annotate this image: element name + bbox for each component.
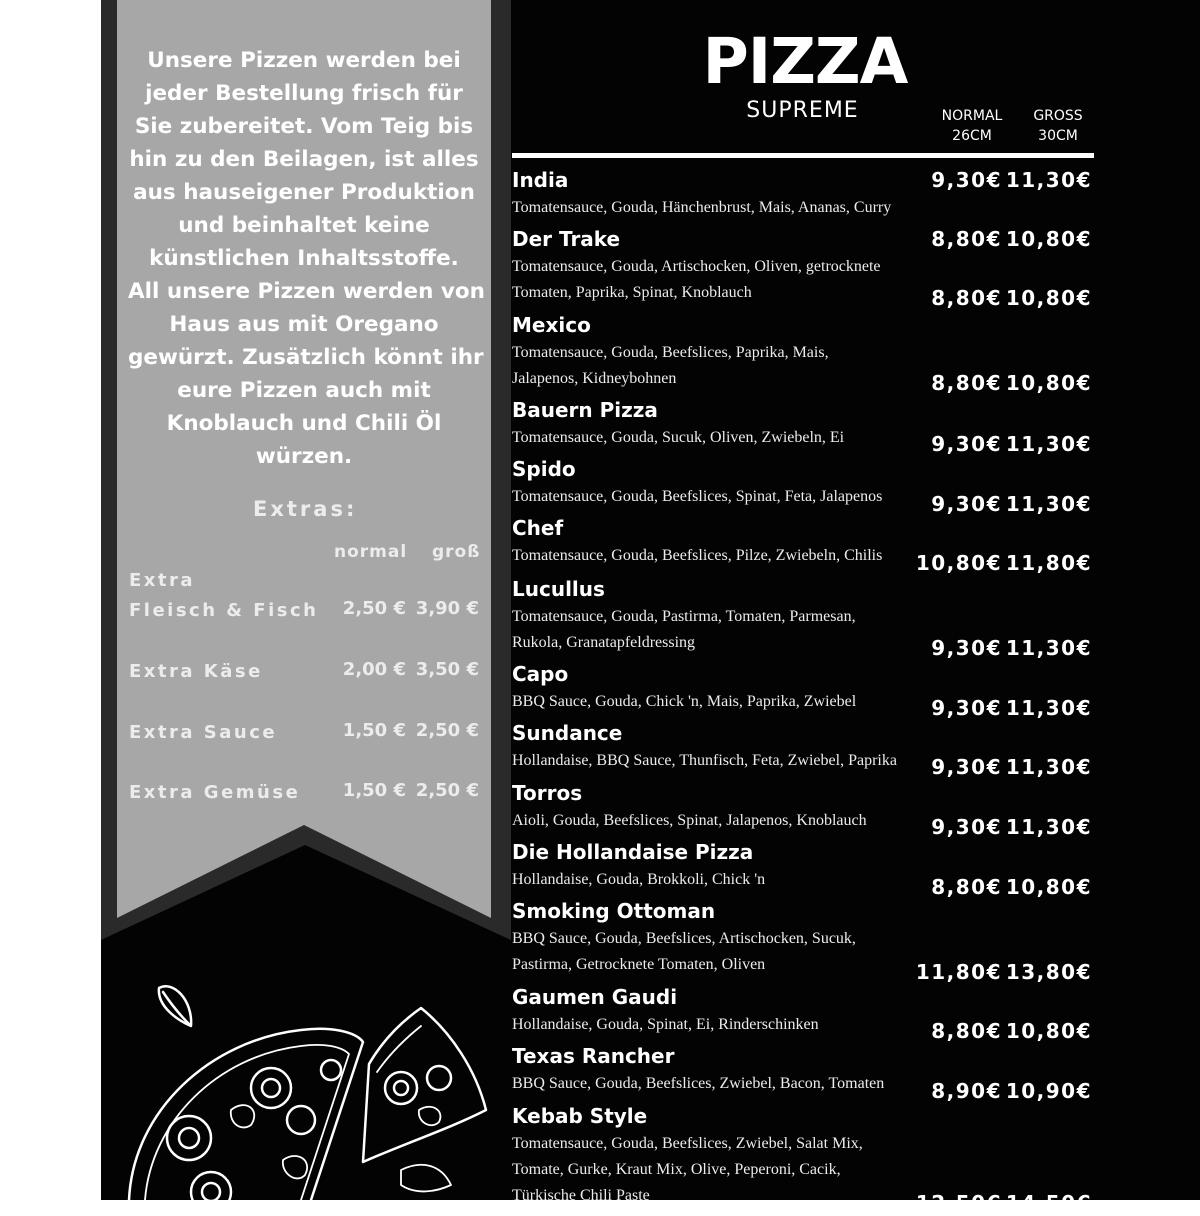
menu-item-description: Jalapenos, Kidneybohnen [512, 370, 677, 387]
menu-item-description: Hollandaise, BBQ Sauce, Thunfisch, Feta, Zwiebel, Paprika [512, 752, 897, 769]
intro-line: würzen. [255, 444, 353, 469]
extra-price-normal: 1,50 € [342, 720, 406, 741]
menu-item-price-normal: 8,80€ [931, 286, 1002, 310]
menu-item-name: Texas Rancher [512, 1044, 675, 1068]
menu-item-name: Smoking Ottoman [512, 899, 716, 923]
menu-item-price-normal: 8,80€ [931, 227, 1002, 251]
menu-item-price-gross: 11,30€ [1005, 696, 1092, 720]
menu-item-description: Hollandaise, Gouda, Brokkoli, Chick 'n [512, 871, 766, 888]
menu-item-description: Tomaten, Paprika, Spinat, Knoblauch [512, 284, 752, 301]
menu-item-description: Rukola, Granatapfeldressing [512, 634, 696, 651]
menu-item-description: Tomatensauce, Gouda, Beefslices, Pilze, Zwiebeln, Chilis [512, 547, 883, 564]
column-header-gross [1013, 106, 1103, 146]
menu-item-price-gross: 10,80€ [1005, 371, 1092, 395]
menu-item-name: Capo [512, 662, 569, 686]
menu-item-price-normal: 12,50€ [915, 1191, 1002, 1215]
menu-item-name: Torros [512, 781, 583, 805]
intro-line: und beinhaltet keine [178, 213, 430, 238]
basil-leaf-icon [159, 986, 191, 1026]
column-header-normal-size: 26CM [952, 128, 992, 144]
column-header-gross-size: 30CM [1038, 128, 1078, 144]
menu-item-name: India [512, 168, 569, 192]
menu-item-name: Lucullus [512, 577, 605, 601]
menu-item-price-normal: 9,30€ [931, 636, 1002, 660]
intro-line: All unsere Pizzen werden von [128, 279, 485, 304]
menu-item-price-normal: 9,30€ [931, 492, 1002, 516]
menu-item-price-gross: 10,80€ [1005, 875, 1092, 899]
intro-line: Sie zubereitet. Vom Teig bis [134, 114, 474, 139]
menu-item-name: Chef [512, 516, 564, 540]
menu-item-description: Türkische Chili Paste [512, 1187, 650, 1204]
extra-price-normal: 1,50 € [342, 780, 406, 801]
intro-line: Knoblauch und Chili Öl [166, 411, 442, 436]
menu-item-price-normal: 8,90€ [931, 1079, 1002, 1103]
intro-line: eure Pizzen auch mit [177, 378, 431, 403]
menu-item-price-normal: 10,80€ [915, 551, 1002, 575]
intro-line: Unsere Pizzen werden bei [147, 48, 461, 73]
intro-line: jeder Bestellung frisch für [145, 81, 463, 106]
intro-text [128, 44, 485, 473]
intro-line: gewürzt. Zusätzlich könnt ihr [128, 345, 484, 370]
menu-item-description: Tomatensauce, Gouda, Beefslices, Paprika, Mais, [512, 344, 829, 361]
menu-item-price-gross: 11,30€ [1005, 492, 1092, 516]
extras-col-gross: groß [432, 542, 481, 562]
menu-item-name: Die Hollandaise Pizza [512, 840, 754, 864]
menu-item-description: BBQ Sauce, Gouda, Beefslices, Artischocken, Sucuk, [512, 930, 856, 947]
pizza-illustration [101, 960, 521, 1200]
column-header-normal [927, 106, 1017, 146]
extras-title: Extras: [253, 497, 358, 521]
menu-item-price-normal: 8,80€ [931, 1019, 1002, 1043]
intro-line: künstlichen Inhaltsstoffe. [149, 246, 459, 271]
menu-item-description: Pastirma, Getrocknete Tomaten, Oliven [512, 956, 766, 973]
menu-item-name: Mexico [512, 313, 591, 337]
menu-item-price-gross: 10,80€ [1005, 227, 1092, 251]
menu-item-description: Hollandaise, Gouda, Spinat, Ei, Rinderschinken [512, 1016, 819, 1033]
menu-item-description: Tomate, Gurke, Kraut Mix, Olive, Peperoni, Cacik, [512, 1161, 841, 1178]
extra-label: Extra Käse [129, 661, 263, 682]
menu-item-price-gross: 11,80€ [1005, 551, 1092, 575]
page-subtitle: SUPREME [746, 98, 859, 123]
menu-item-price-gross: 11,30€ [1005, 168, 1092, 192]
extra-price-gross: 2,50 € [415, 780, 479, 801]
menu-item-price-normal: 9,30€ [931, 755, 1002, 779]
menu-item-name: Spido [512, 457, 576, 481]
menu-item-description: BBQ Sauce, Gouda, Chick 'n, Mais, Paprika, Zwiebel [512, 693, 857, 710]
pizza-slice-icon [363, 1008, 486, 1162]
menu-item-price-gross: 11,30€ [1005, 755, 1092, 779]
menu-item-price-normal: 8,80€ [931, 875, 1002, 899]
extra-label: Extra Sauce [129, 722, 278, 743]
menu-item-price-gross: 11,30€ [1005, 432, 1092, 456]
menu-item-price-normal: 9,30€ [931, 696, 1002, 720]
extra-price-gross: 3,50 € [415, 659, 479, 680]
menu-item-description: Aioli, Gouda, Beefslices, Spinat, Jalapenos, Knoblauch [512, 812, 867, 829]
pizza-crust-icon [129, 1029, 363, 1200]
menu-item-price-gross: 14,50€ [1005, 1191, 1092, 1215]
menu-item-name: Kebab Style [512, 1104, 648, 1128]
menu-item-description: Tomatensauce, Gouda, Hänchenbrust, Mais, Ananas, Curry [512, 199, 892, 216]
page-title: PIZZA [702, 25, 908, 98]
extra-price-normal: 2,00 € [342, 659, 406, 680]
extra-price-gross: 2,50 € [415, 720, 479, 741]
column-header-normal-label: NORMAL [941, 108, 1003, 124]
menu-item-price-normal: 11,80€ [915, 960, 1002, 984]
intro-line: aus hauseigener Produktion [133, 180, 475, 205]
menu-item-description: Tomatensauce, Gouda, Pastirma, Tomaten, Parmesan, [512, 608, 856, 625]
menu-item-name: Bauern Pizza [512, 398, 658, 422]
menu-item-price-normal: 9,30€ [931, 815, 1002, 839]
menu-item-price-gross: 10,90€ [1005, 1079, 1092, 1103]
menu-item-description: Tomatensauce, Gouda, Sucuk, Oliven, Zwiebeln, Ei [512, 429, 845, 446]
menu-item-price-normal: 9,30€ [931, 432, 1002, 456]
intro-line: hin zu den Beilagen, ist alles [129, 147, 479, 172]
menu-item-description: Tomatensauce, Gouda, Beefslices, Spinat, Feta, Jalapenos [512, 488, 883, 505]
extras-col-normal: normal [334, 542, 408, 562]
menu-item-description: BBQ Sauce, Gouda, Beefslices, Zwiebel, Bacon, Tomaten [512, 1075, 885, 1092]
menu-item-description: Tomatensauce, Gouda, Beefslices, Zwiebel, Salat Mix, [512, 1135, 863, 1152]
extra-label: Fleisch & Fisch [129, 600, 319, 621]
extra-label: Extra Gemüse [129, 782, 301, 803]
menu-item-name: Gaumen Gaudi [512, 985, 678, 1009]
menu-item-price-gross: 11,30€ [1005, 815, 1092, 839]
menu-item-price-gross: 13,80€ [1005, 960, 1092, 984]
menu-item-name: Sundance [512, 721, 623, 745]
menu-item-name: Der Trake [512, 227, 621, 251]
header-divider [512, 153, 1094, 158]
menu-item-price-gross: 10,80€ [1005, 286, 1092, 310]
menu-item-price-normal: 8,80€ [931, 371, 1002, 395]
menu-item-price-normal: 9,30€ [931, 168, 1002, 192]
extra-price-normal: 2,50 € [342, 598, 406, 619]
column-header-gross-label: GROSS [1033, 108, 1083, 124]
menu-item-price-gross: 10,80€ [1005, 1019, 1092, 1043]
menu-item-price-gross: 11,30€ [1005, 636, 1092, 660]
menu-item-description: Tomatensauce, Gouda, Artischocken, Oliven, getrocknete [512, 258, 881, 275]
extra-label: Extra [129, 570, 196, 591]
intro-line: Haus aus mit Oregano [169, 312, 439, 337]
extra-price-gross: 3,90 € [415, 598, 479, 619]
